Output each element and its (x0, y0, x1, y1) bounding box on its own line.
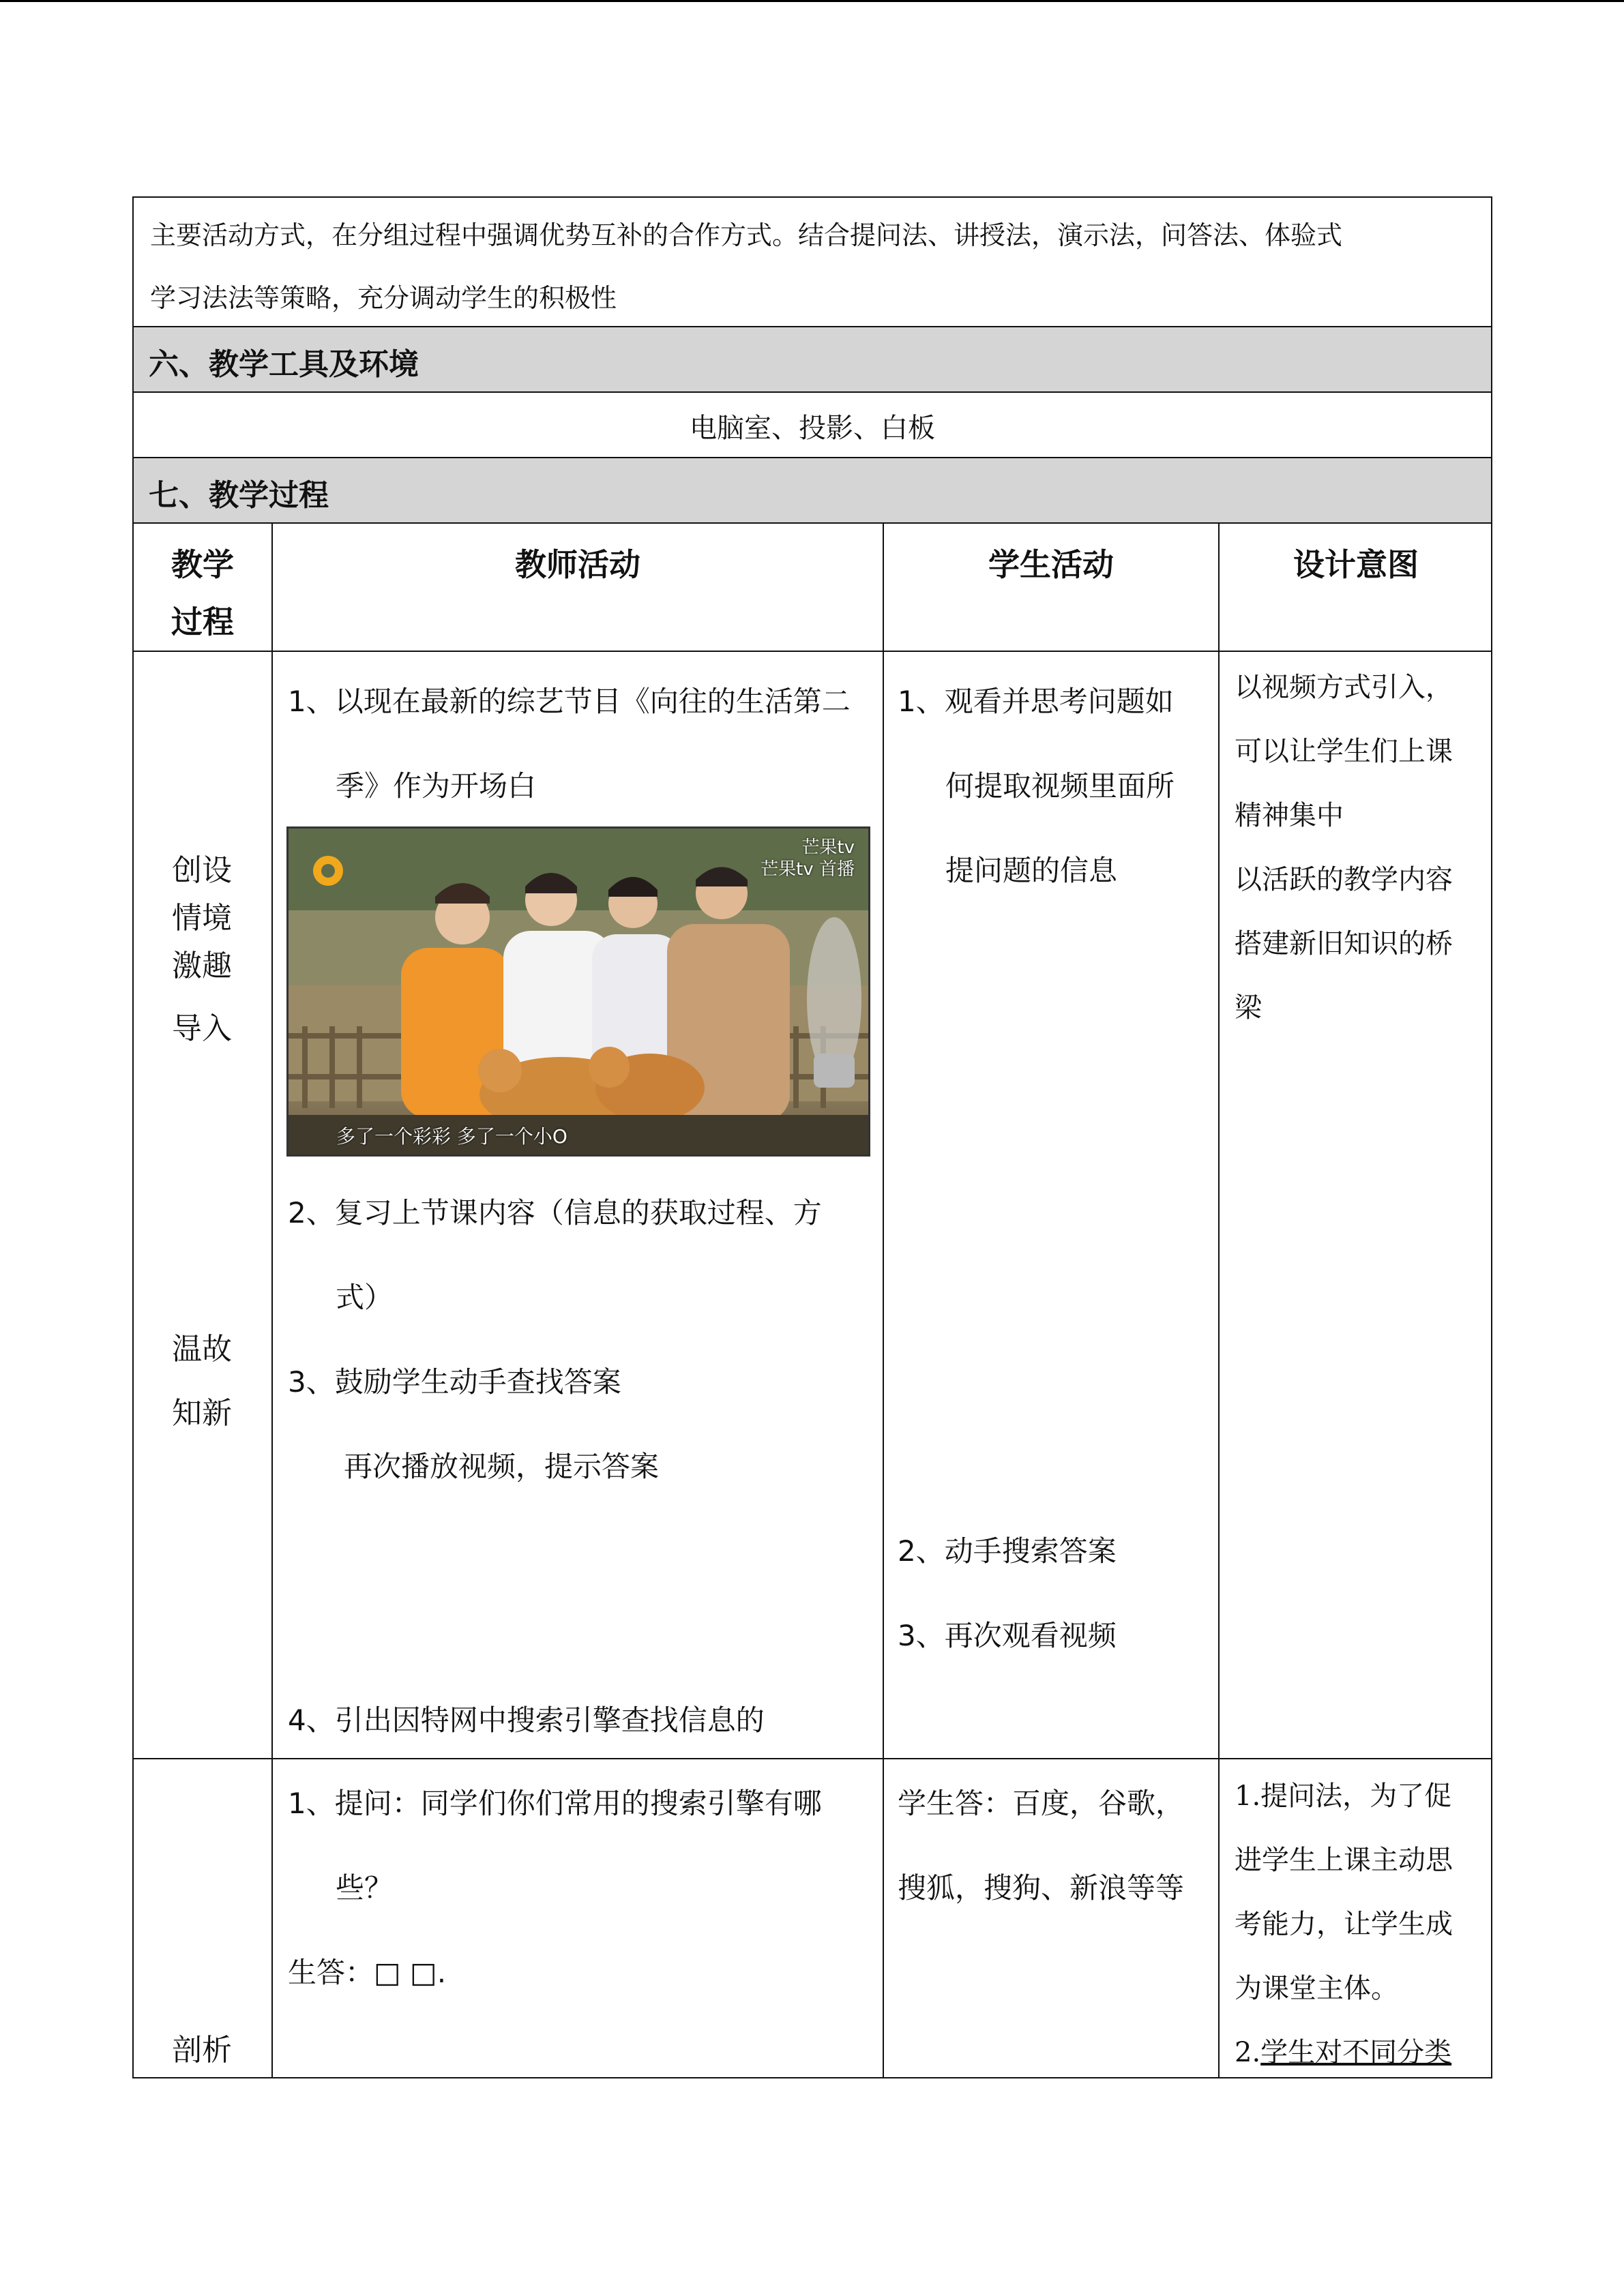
column-divider (271, 522, 273, 2078)
intent-line: 为课堂主体。 (1235, 1973, 1398, 2004)
header-design-intent: 设计意图 (1293, 546, 1419, 583)
student-step-1-cont: 提问题的信息 (945, 854, 1118, 887)
header-teacher-activity: 教师活动 (515, 546, 640, 583)
teacher-step-4: 4、引出因特网中搜索引擎查找信息的 (288, 1703, 765, 1737)
video-channel-logo (761, 837, 855, 880)
column-divider (883, 522, 884, 2078)
student-step-3: 3、再次观看视频 (898, 1619, 1117, 1652)
divider (134, 457, 1491, 458)
divider (134, 326, 1491, 327)
stage-label: 导入 (172, 1011, 232, 1046)
teacher-question: 1、提问：同学们你们常用的搜索引擎有哪 (288, 1787, 822, 1820)
intent-number: 2. (1235, 2037, 1261, 2068)
intent-line: 考能力，让学生成 (1235, 1909, 1453, 1940)
student-step-1: 1、观看并思考问题如 (898, 685, 1174, 718)
intent-line: 进学生上课主动思 (1235, 1845, 1453, 1876)
intro-line-1: 主要活动方式，在分组过程中强调优势互补的合作方式。结合提问法、讲授法，演示法，问答法、体验式 (150, 220, 1343, 250)
student-answer-line2: 搜狐，搜狗、新浪等等 (898, 1871, 1185, 1905)
intent-line: 搭建新旧知识的桥 (1235, 928, 1453, 959)
divider (134, 1758, 1491, 1759)
lesson-plan-table (132, 196, 1492, 2078)
section7-header-bg (134, 458, 1491, 522)
teacher-step-3-cont: 再次播放视频，提示答案 (344, 1450, 660, 1483)
tv-show-screenshot (286, 826, 870, 1157)
stage-label-analysis: 剖析 (172, 2033, 232, 2068)
section7-title: 七、教学过程 (149, 478, 329, 513)
teacher-step-2-cont: 式） (336, 1281, 394, 1314)
student-step-1-cont: 何提取视频里面所 (945, 769, 1175, 803)
tools-environment: 电脑室、投影、白板 (690, 413, 935, 444)
intent-line: 精神集中 (1235, 800, 1344, 831)
header-stage-line1: 教学 (171, 546, 234, 583)
intent-line: 梁 (1235, 992, 1262, 1024)
intro-line-2: 学习法法等策略，充分调动学生的积极性 (150, 283, 617, 313)
stage-label: 激趣 (172, 949, 232, 983)
video-subtitle: 多了一个彩彩 多了一个小O (336, 1125, 567, 1148)
teacher-step-1-cont: 季》作为开场白 (336, 769, 537, 803)
intent-line: 1.提问法，为了促 (1235, 1780, 1452, 1812)
channel-tag: 芒果tv 首播 (761, 859, 855, 880)
teacher-step-1: 1、以现在最新的综艺节目《向往的生活第二 (288, 685, 851, 718)
page-top-border (0, 0, 1624, 2)
channel-name: 芒果tv (801, 837, 855, 858)
stage-label: 情境 (172, 901, 232, 936)
student-answer-placeholder: 生答：□ □. (288, 1956, 447, 1989)
teacher-question-cont: 些？ (336, 1871, 394, 1905)
divider (134, 522, 1491, 524)
column-divider (1218, 522, 1220, 2078)
header-stage-line2: 过程 (171, 603, 234, 640)
teacher-step-2: 2、复习上节课内容（信息的获取过程、方 (288, 1196, 822, 1229)
section6-title: 六、教学工具及环境 (149, 347, 419, 382)
header-student-activity: 学生活动 (988, 546, 1114, 583)
student-step-2: 2、动手搜索答案 (898, 1534, 1117, 1568)
intent-line: 可以让学生们上课 (1235, 736, 1453, 767)
intent-line: 以活跃的教学内容 (1235, 864, 1453, 895)
teacher-step-3: 3、鼓励学生动手查找答案 (288, 1365, 621, 1399)
divider (134, 651, 1491, 652)
stage-label: 创设 (172, 853, 232, 888)
intent-line-last (1235, 2031, 1451, 2070)
divider (134, 391, 1491, 393)
intent-underlined-text: 学生对不同分类 (1260, 2037, 1452, 2068)
student-answer-line1: 学生答：百度，谷歌， (898, 1787, 1185, 1820)
intent-line: 以视频方式引入， (1235, 672, 1453, 703)
stage-label: 温故 (172, 1332, 232, 1367)
stage-label: 知新 (172, 1396, 232, 1431)
